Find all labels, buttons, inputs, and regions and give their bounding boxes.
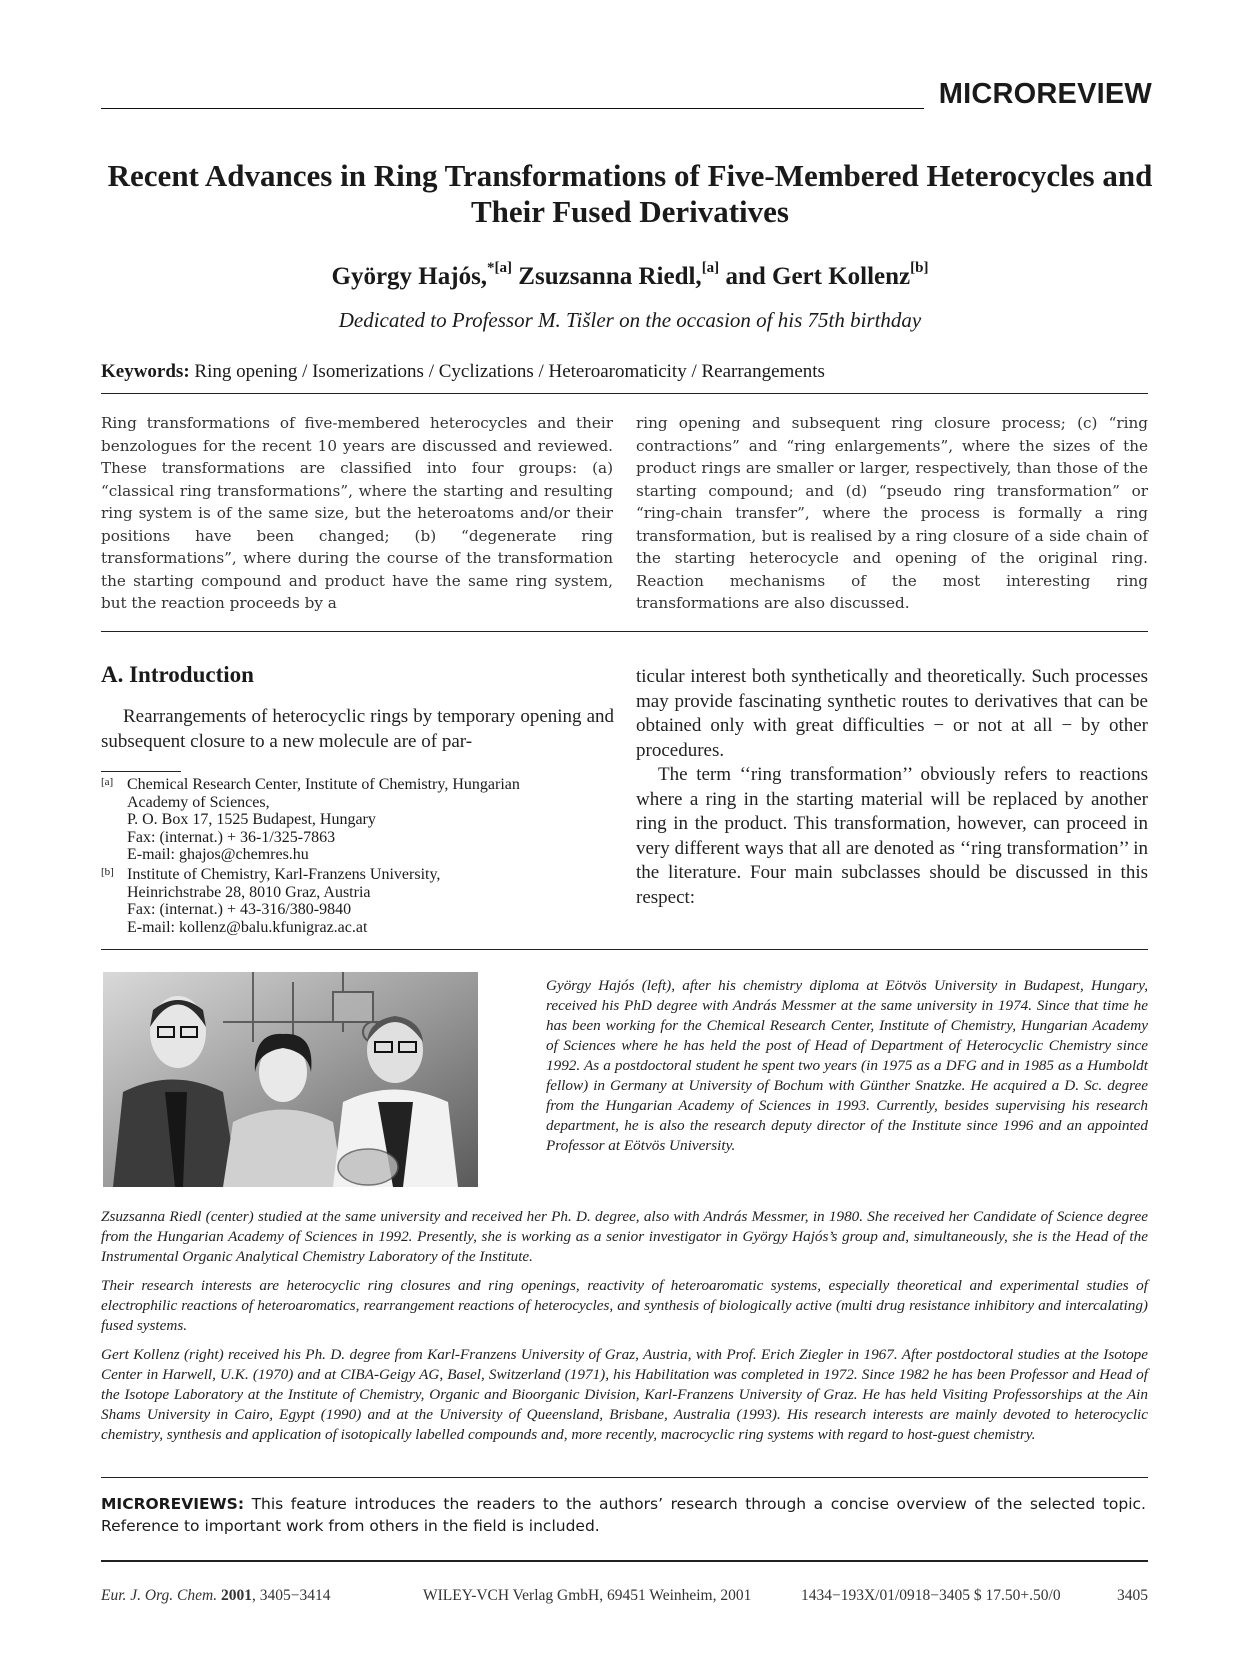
abstract-text-2: ring opening and subsequent ring closure process; (c) “ring contractions” and “ring enlargements”, where the sizes of the product rings are smaller or larger, respectively, than those of the starting compound; and (d) “pseudo ring transformation” or “ring-chain transfer”, where the process is formally a ring transformation, but is realised by a ring closure of a side chain of the starting heterocycle and opening of the original ring. Reaction mechanisms of the most interesting ring transformations are also discussed. — [636, 414, 1148, 612]
footnote-b — [101, 866, 614, 936]
abstract-text-1: Ring transformations of five-membered heterocycles and their benzologues for the recent 10 years are discussed and reviewed. These transformations are classified into four groups: (a) “classical ring transformations”, where the starting and resulting ring system is of the same size, but the heteroatoms and/or their positions have been changed; (b) “degenerate ring transformations”, where during the course of the transformation the starting compound and product have the same ring system, but the reaction proceeds by a — [101, 414, 613, 612]
abstract-column-1 — [101, 412, 613, 615]
journal-name: Eur. J. Org. Chem. — [101, 1587, 218, 1604]
bio-text: György Hajós (left), after his chemistry diploma at Eötvös University in Budapest, Hungary, received his PhD degree with András Messmer at the same university in 1974. Since that time he has been working for the Chemical Research Center, Institute of Chemistry, Hungarian Academy of Sciences where he has held the post of Head of Department of Heterocyclic Chemistry since 1992. As a postdoctoral student he spent two years (in 1975 as a DFG and in 1985 as a Humboldt fellow) in Germany at University of Bochum with Günther Snatzke. He acquired a D. Sc. degree from the Hungarian Academy of Sciences in 1993. Currently, besides supervising his research department, he is also the research deputy director of the Institute since 1996 and an appointed Professor at Eötvös University. — [546, 977, 1148, 1154]
page-number: 3405 — [1117, 1587, 1148, 1604]
intro-paragraph: The term ‘‘ring transformation’’ obviously refers to reactions where a ring in the starting material will be replaced by another ring in the product. This transformation, however, can proceed in very different ways that all are denoted as ‘‘ring transformation’’ in the literature. Four main subclasses should be discussed in this respect: — [636, 764, 1148, 908]
header-rule — [101, 108, 924, 109]
intro-paragraph: Rearrangements of heterocyclic rings by temporary opening and subsequent closure to a new molecule are of par- — [101, 706, 614, 752]
footnote-line: Academy of Sciences, — [127, 793, 270, 811]
footnote-line: P. O. Box 17, 1525 Budapest, Hungary — [127, 811, 376, 828]
journal-citation — [101, 1587, 330, 1605]
footnote-line: Heinrichstrabe 28, 8010 Graz, Austria — [127, 883, 371, 901]
page-footer — [101, 1587, 1148, 1609]
footnote-line: E-mail: kollenz@balu.kfunigraz.ac.at — [127, 918, 368, 936]
issn: 1434−193X/01/0918−3405 $ 17.50+.50/0 — [801, 1587, 1061, 1604]
footnote-mark: [b] — [101, 866, 114, 878]
intro-left-column — [101, 705, 614, 754]
footnote-a — [101, 776, 614, 864]
affiliation-mark: [a] — [701, 260, 720, 276]
microreviews-note — [101, 1493, 1146, 1537]
keywords-text: Ring opening / Isomerizations / Cyclizations / Heteroaromaticity / Rearrangements — [194, 361, 825, 382]
bio-riedl — [101, 1207, 1148, 1267]
intro-paragraph: ticular interest both synthetically and theoretically. Such processes may provide fascinating synthetic routes to derivatives that can be obtained only with great difficulties − or not at all − by other procedures. — [636, 666, 1148, 761]
rule-above-footer — [101, 1560, 1148, 1562]
author-riedl: Zsuzsanna Riedl, — [518, 263, 702, 290]
footnote-line: Institute of Chemistry, Karl-Franzens University, — [127, 866, 441, 883]
journal-pages: , 3405−3414 — [251, 1587, 331, 1604]
affiliation-mark: *[a] — [487, 260, 513, 276]
section-heading: A. Introduction — [101, 662, 254, 687]
intro-right-column — [636, 665, 1148, 910]
dedication: Dedicated to Professor M. Tišler on the occasion of his 75th birthday — [338, 308, 922, 332]
author-photo — [103, 972, 478, 1187]
footnote-rule — [101, 771, 181, 772]
journal-year: 2001 — [220, 1587, 252, 1604]
author-hajos: György Hajós, — [331, 263, 488, 290]
note-text: This feature introduces the readers to the authors’ research through a concise overview of the selected topic. Reference to important work from others in the field is included. — [101, 1495, 1146, 1535]
bio-text: Zsuzsanna Riedl (center) studied at the same university and received her Ph. D. degree, also with András Messmer, in 1980. She received her Candidate of Science degree from the Hungarian Academy of Sciences in 1992. Presently, she is working as a senior investigator in György Hajós’s group and, simultaneously, she is the Head of the Instrumental Organic Analytical Chemistry Laboratory of the Institute. — [101, 1208, 1148, 1265]
keywords-label: Keywords: — [101, 361, 190, 382]
affiliation-mark: [b] — [910, 260, 929, 276]
rule-above-note — [101, 1477, 1148, 1478]
bio-hajos — [546, 976, 1148, 1156]
section-label: MICROREVIEW — [938, 78, 1152, 110]
note-label: MICROREVIEWS: — [101, 1495, 245, 1513]
footnote-line: Fax: (internat.) + 36-1/325-7863 — [127, 828, 336, 846]
abstract-column-2 — [636, 412, 1148, 615]
bio-research-interests — [101, 1276, 1148, 1336]
footnote-line: Chemical Research Center, Institute of Chemistry, Hungarian — [127, 776, 520, 793]
rule-below-abstract — [101, 631, 1148, 632]
rule-below-keywords — [101, 393, 1148, 394]
bio-text: Their research interests are heterocyclic ring closures and ring openings, reactivity of heteroaromatic systems, especially theoretical and experimental studies of electrophilic reactions of heteroaromatics, rearrangement reactions of heterocycles, and synthesis of biologically active (multi drug resistance inhibitory and intercalating) fused systems. — [101, 1277, 1148, 1334]
footnote-mark: [a] — [101, 776, 114, 788]
footnote-line: E-mail: ghajos@chemres.hu — [127, 846, 309, 863]
author-line — [90, 260, 1170, 291]
bio-text: Gert Kollenz (right) received his Ph. D. degree from Karl-Franzens University of Graz, Austria, with Prof. Erich Ziegler in 1967. After postdoctoral studies at the Isotope Center in Harwell, U.K. (1970) and at CIBA-Geigy AG, Basel, Switzerland (1971), his Habilitation was completed in 1972. Since 1982 he has been Professor and Head of the Isotope Laboratory at the Institute of Chemistry, Organic and Bioorganic Division, Karl-Franzens University of Graz. He has held Visiting Professorships at the Ain Shams University in Cairo, Egypt (1990) and at the University of Queensland, Brisbane, Australia (1993). His research interests are mainly devoted to heterocyclic chemistry, synthesis and application of isotopically labelled compounds and, more recently, macrocyclic ring systems with regard to host-guest chemistry. — [101, 1346, 1148, 1443]
footnote-line: Fax: (internat.) + 43-316/380-9840 — [127, 901, 352, 918]
article-title: Recent Advances in Ring Transformations of Five-Membered Heterocycles and Their Fused Derivatives — [107, 158, 1153, 229]
keywords — [101, 361, 825, 383]
author-kollenz: and Gert Kollenz — [725, 263, 911, 290]
publisher: WILEY-VCH Verlag GmbH, 69451 Weinheim, 2001 — [423, 1587, 752, 1604]
rule-above-bios — [101, 949, 1148, 950]
bio-kollenz — [101, 1345, 1148, 1445]
